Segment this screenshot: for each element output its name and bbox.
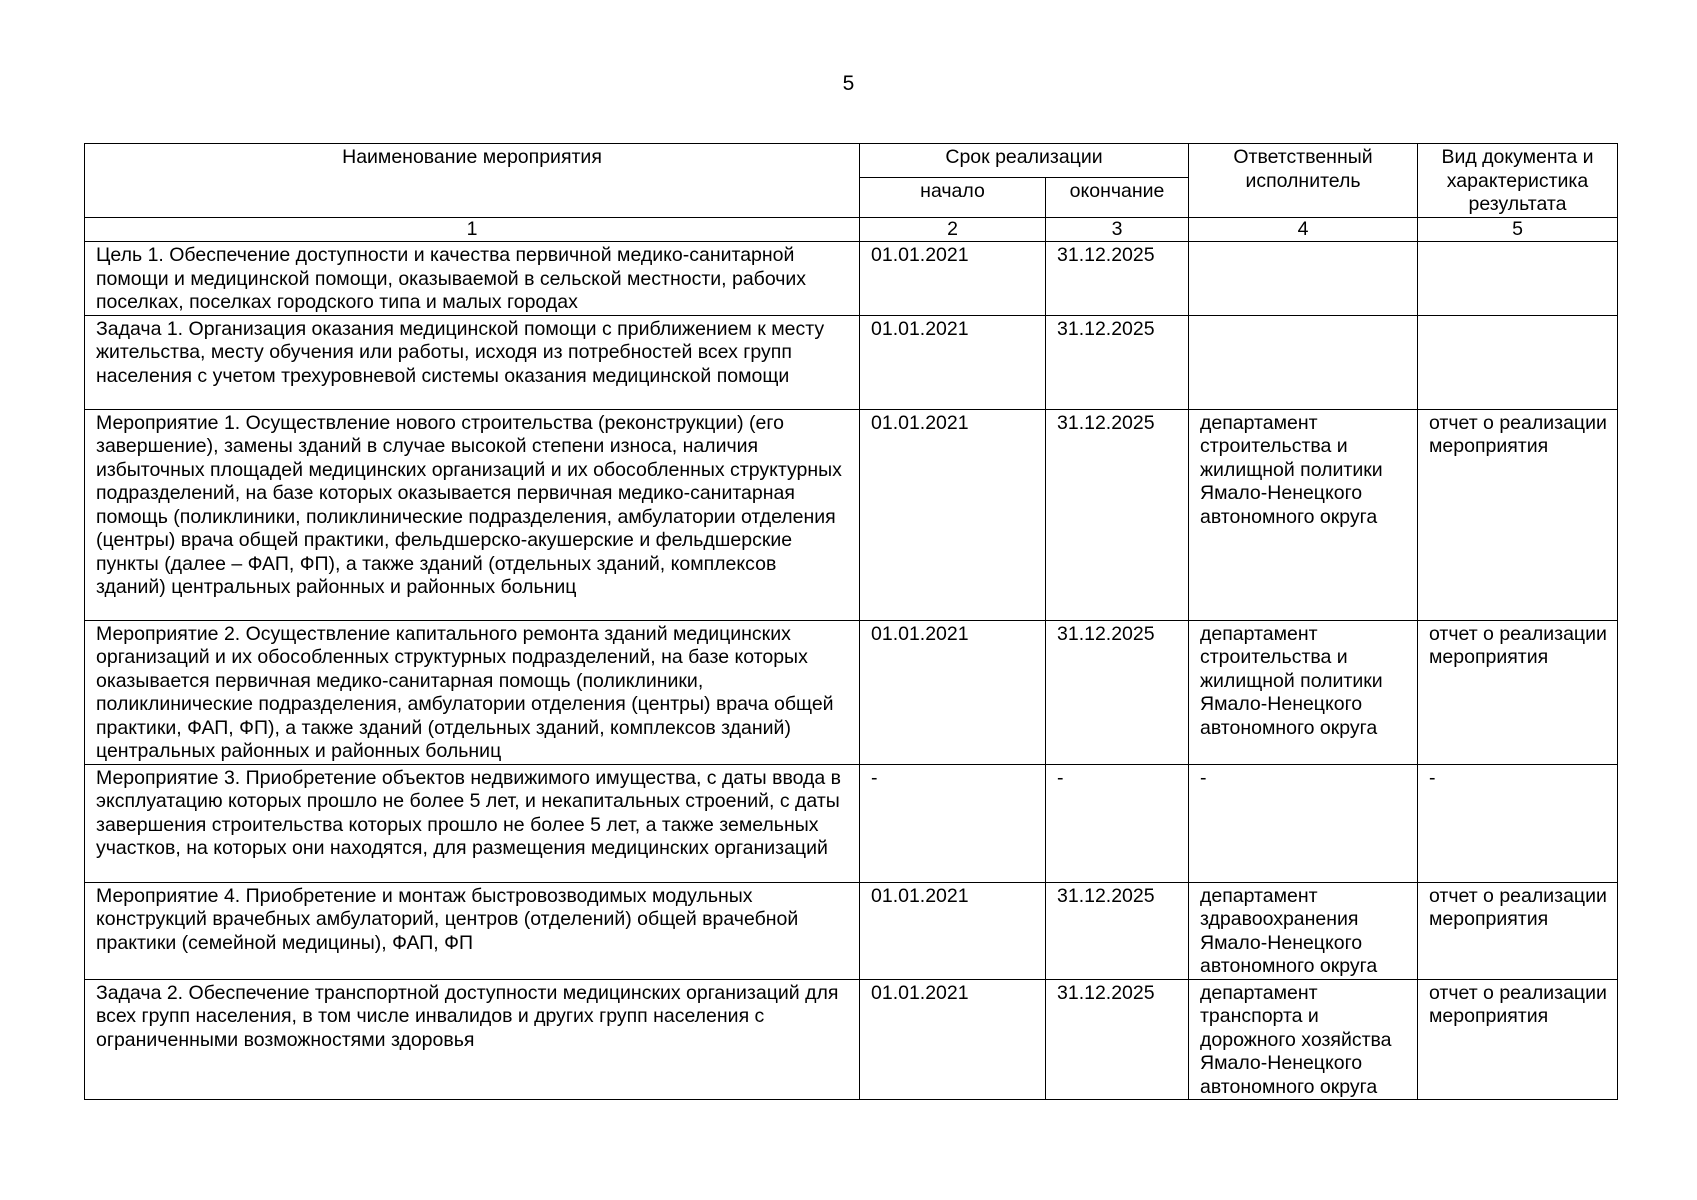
table-row — [85, 882, 1618, 979]
row-responsible — [1189, 315, 1418, 409]
row-responsible: - — [1189, 764, 1418, 882]
row-document: - — [1418, 764, 1618, 882]
row-name: Мероприятие 3. Приобретение объектов недвижимого имущества, с даты ввода в эксплуатацию которых прошло не более 5 лет, и некапитальных строений, с даты завершения строительства которых прошло не более 5 лет, а также земельных участков, на которых они находятся, для размещения медицинских организаций — [85, 764, 860, 882]
row-name: Задача 2. Обеспечение транспортной доступности медицинских организаций для всех групп населения, в том числе инвалидов и других групп населения с ограниченными возможностями здоровья — [85, 979, 860, 1100]
row-responsible: департамент здравоохранения Ямало-Ненецкого автономного округа — [1189, 882, 1418, 979]
table-row — [85, 979, 1618, 1100]
row-document: отчет о реализации мероприятия — [1418, 882, 1618, 979]
header-term: Срок реализации — [860, 144, 1189, 178]
row-end: 31.12.2025 — [1046, 409, 1189, 620]
row-start: 01.01.2021 — [860, 315, 1046, 409]
column-number: 1 — [85, 218, 860, 242]
header-document: Вид документа и характеристика результата — [1418, 144, 1618, 218]
row-responsible: департамент строительства и жилищной политики Ямало-Ненецкого автономного округа — [1189, 620, 1418, 764]
table-row — [85, 620, 1618, 764]
row-end: 31.12.2025 — [1046, 242, 1189, 316]
row-name: Мероприятие 1. Осуществление нового строительства (реконструкции) (его завершение), замены зданий в случае высокой степени износа, наличия избыточных площадей медицинских организаций и их обособленных структурных подразделений, на базе которых оказывается первичная медико-санитарная помощь (поликлиники, поликлинические подразделения, амбулатории отделения (центры) врача общей практики, фельдшерско-акушерские и фельдшерские пункты (далее – ФАП, ФП), а также зданий (отдельных зданий, комплексов зданий) центральных районных и районных больниц — [85, 409, 860, 620]
row-start: 01.01.2021 — [860, 409, 1046, 620]
table-row — [85, 315, 1618, 409]
row-responsible: департамент транспорта и дорожного хозяйства Ямало-Ненецкого автономного округа — [1189, 979, 1418, 1100]
row-responsible: департамент строительства и жилищной политики Ямало-Ненецкого автономного округа — [1189, 409, 1418, 620]
table-row — [85, 409, 1618, 620]
row-document — [1418, 242, 1618, 316]
header-name: Наименование мероприятия — [85, 144, 860, 218]
row-start: 01.01.2021 — [860, 979, 1046, 1100]
main-table — [84, 217, 1618, 1100]
header-end: окончание — [1046, 177, 1189, 217]
row-end: 31.12.2025 — [1046, 620, 1189, 764]
row-document — [1418, 315, 1618, 409]
row-end: 31.12.2025 — [1046, 979, 1189, 1100]
row-document: отчет о реализации мероприятия — [1418, 620, 1618, 764]
row-start: 01.01.2021 — [860, 242, 1046, 316]
table-header — [84, 143, 1618, 218]
row-name: Цель 1. Обеспечение доступности и качества первичной медико-санитарной помощи и медицинской помощи, оказываемой в сельской местности, рабочих поселках, поселках городского типа и малых городах — [85, 242, 860, 316]
page-number: 5 — [842, 72, 855, 95]
table-row — [85, 764, 1618, 882]
column-number: 5 — [1418, 218, 1618, 242]
row-start: - — [860, 764, 1046, 882]
column-number: 3 — [1046, 218, 1189, 242]
row-responsible — [1189, 242, 1418, 316]
row-name: Задача 1. Организация оказания медицинской помощи с приближением к месту жительства, месту обучения или работы, исходя из потребностей всех групп населения с учетом трехуровневой системы оказания медицинской помощи — [85, 315, 860, 409]
row-name: Мероприятие 2. Осуществление капитального ремонта зданий медицинских организаций и их обособленных структурных подразделений, на базе которых оказывается первичная медико-санитарная помощь (поликлиники, поликлинические подразделения, амбулатории отделения (центры) врача общей практики, ФАП, ФП), а также зданий (отдельных зданий, комплексов зданий) центральных районных и районных больниц — [85, 620, 860, 764]
row-end: - — [1046, 764, 1189, 882]
column-numbers-row — [85, 218, 1618, 242]
row-name: Мероприятие 4. Приобретение и монтаж быстровозводимых модульных конструкций врачебных амбулаторий, центров (отделений) общей врачебной практики (семейной медицины), ФАП, ФП — [85, 882, 860, 979]
column-number: 4 — [1189, 218, 1418, 242]
row-document: отчет о реализации мероприятия — [1418, 979, 1618, 1100]
row-end: 31.12.2025 — [1046, 315, 1189, 409]
header-start: начало — [860, 177, 1046, 217]
column-number: 2 — [860, 218, 1046, 242]
row-end: 31.12.2025 — [1046, 882, 1189, 979]
row-start: 01.01.2021 — [860, 620, 1046, 764]
row-document: отчет о реализации мероприятия — [1418, 409, 1618, 620]
row-start: 01.01.2021 — [860, 882, 1046, 979]
table-row — [85, 242, 1618, 316]
header-responsible: Ответственный исполнитель — [1189, 144, 1418, 218]
